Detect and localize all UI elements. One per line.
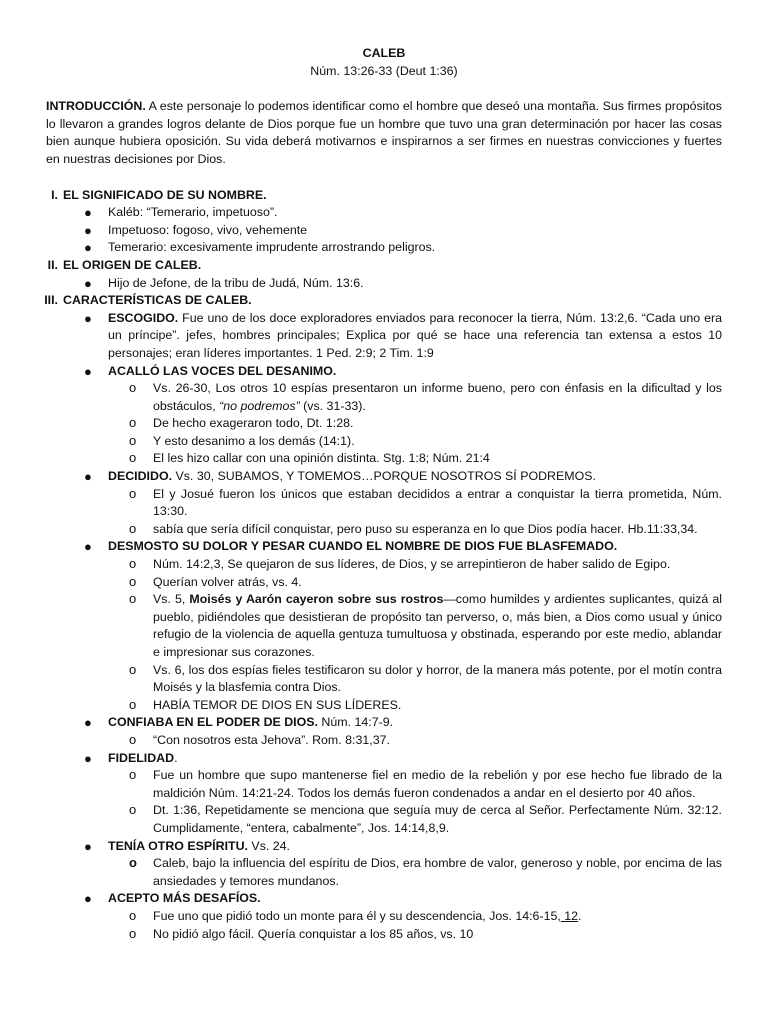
introduction-text: A este personaje lo podemos identificar como el hombre que deseó una montaña. Sus firmes propósitos lo llevaron a grandes logros delante de Dios porque fue un hombre que tuvo una gran determinación por hacer las cosas bien aunque hubiera oposición. Su vida deberá motivarnos e inspirarnos a ser firmes en nuestras convicciones y fuertes en nuestras decisiones por Dios. xyxy=(46,99,722,166)
sub-bullet-text: El y Josué fueron los únicos que estaban decididos a entrar a conquistar la tierra prometida, Núm. 13:30. xyxy=(153,486,722,519)
bullet-text: Vs. 24. xyxy=(247,838,290,853)
bullet-item xyxy=(46,750,722,768)
circle-bullet-icon: o xyxy=(129,925,137,941)
section-title: EL SIGNIFICADO DE SU NOMBRE. xyxy=(63,187,267,202)
section-title: CARACTERÍSTICAS DE CALEB. xyxy=(63,293,252,308)
sub-bullet-item xyxy=(46,908,722,926)
circle-bullet-icon: o xyxy=(129,520,137,536)
spacer xyxy=(46,169,722,187)
sub-bullet-text: Dt. 1:36, Repetidamente se menciona que seguía muy de cerca al Señor. Perfectamente Núm. 32:12. Cumplidamente, “entera, cabalmente”, Jos. 14:14,8,9. xyxy=(153,803,722,835)
bullet-label: TENÍA OTRO ESPÍRITU. xyxy=(108,838,248,853)
bullet-item xyxy=(46,363,722,381)
sub-bullet-text: Vs. 6, los dos espías fieles testificaron su dolor y horror, de la manera más potente, por el motín contra Moisés y la blasfemia contra Dios. xyxy=(153,662,722,695)
circle-bullet-icon: o xyxy=(129,591,137,607)
document-body xyxy=(46,45,722,943)
circle-bullet-icon: o xyxy=(129,767,137,783)
bullet-text: Fue uno de los doce exploradores enviados para reconocer la tierra, Núm. 13:2,6. “Cada uno era un príncipe”. jefes, hombres principales; Explica por qué se hace una referencia tan extensa a estos 10 personajes; eran líderes importantes. 1 Ped. 2:9; 2 Tim. 1:9 xyxy=(108,310,722,360)
sub-bullet-item xyxy=(46,415,722,433)
sub-bullet-text: No pidió algo fácil. Quería conquistar a los 85 años, vs. 10 xyxy=(153,926,474,941)
bold-text: Moisés y Aarón cayeron sobre sus rostros xyxy=(189,592,444,607)
bullet-icon: ● xyxy=(84,363,92,379)
trailing-text: . xyxy=(578,908,582,923)
bullet-item xyxy=(46,239,722,257)
sub-bullet-text: Vs. 26-30, Los otros 10 espías presentaron un informe bueno, pero con énfasis en la dificultad y los obstáculos, xyxy=(153,381,722,413)
bullet-label: ESCOGIDO. xyxy=(108,310,179,325)
circle-bullet-icon: o xyxy=(129,661,137,677)
bullet-item xyxy=(46,275,722,293)
sub-bullet-text: El les hizo callar con una opinión distinta. Stg. 1:8; Núm. 21:4 xyxy=(153,451,490,466)
sub-bullet-item xyxy=(46,767,722,802)
circle-bullet-icon: o xyxy=(129,450,137,466)
trailing-text: (vs. 31-33). xyxy=(299,398,366,413)
sub-bullet-item xyxy=(46,450,722,468)
bullet-icon: ● xyxy=(84,750,92,766)
sub-bullet-item xyxy=(46,591,722,661)
bullet-label: FIDELIDAD xyxy=(108,750,175,765)
bullet-item xyxy=(46,538,722,556)
bullet-item xyxy=(46,222,722,240)
bullet-item xyxy=(46,468,722,486)
bullet-text: Hijo de Jefone, de la tribu de Judá, Núm. 13:6. xyxy=(108,275,364,290)
sub-bullet-item xyxy=(46,521,722,539)
sub-bullet-item xyxy=(46,556,722,574)
bullet-icon: ● xyxy=(84,205,92,221)
bullet-text: Impetuoso: fogoso, vivo, vehemente xyxy=(108,222,308,237)
sub-bullet-text: “Con nosotros esta Jehova”. Rom. 8:31,37. xyxy=(153,732,390,747)
sub-bullet-item xyxy=(46,380,722,415)
bullet-icon: ● xyxy=(84,469,92,485)
bullet-text: Temerario: excesivamente imprudente arrostrando peligros. xyxy=(108,240,436,255)
bullet-label: ACEPTO MÁS DESAFÍOS. xyxy=(108,891,261,906)
bullet-icon: ● xyxy=(84,310,92,326)
bullet-icon: ● xyxy=(84,539,92,555)
sub-bullet-text: De hecho exageraron todo, Dt. 1:28. xyxy=(153,416,354,431)
introduction-paragraph xyxy=(46,98,722,168)
circle-bullet-icon: o xyxy=(129,573,137,589)
underlined-text: 12 xyxy=(560,908,579,923)
sub-bullet-text: Caleb, bajo la influencia del espíritu de Dios, era hombre de valor, generoso y noble, por encima de las ansiedades y temores mundanos. xyxy=(153,856,722,888)
sub-bullet-item xyxy=(46,732,722,750)
sub-bullet-text: Querían volver atrás, vs. 4. xyxy=(153,574,302,589)
circle-bullet-icon: o xyxy=(129,415,137,431)
bullet-icon: ● xyxy=(84,222,92,238)
section-heading xyxy=(46,292,722,310)
circle-bullet-icon: o xyxy=(129,432,137,448)
circle-bullet-icon: o xyxy=(129,802,137,818)
bullet-item xyxy=(46,204,722,222)
sub-bullet-text: Y esto desanimo a los demás (14:1). xyxy=(153,433,355,448)
sub-bullet-item xyxy=(46,486,722,521)
bullet-item xyxy=(46,310,722,363)
circle-bullet-icon: o xyxy=(129,696,137,712)
introduction-label: INTRODUCCIÓN. xyxy=(46,99,146,114)
bullet-icon: ● xyxy=(84,275,92,291)
section-title: EL ORIGEN DE CALEB. xyxy=(63,257,202,272)
sub-bullet-text: Fue un hombre que supo mantenerse fiel en medio de la rebelión y por ese hecho fue librado de la maldición Núm. 14:21-24. Todos los demás fueron condenados a andar en el desierto por 40 años. xyxy=(153,768,722,800)
circle-bullet-icon: o xyxy=(129,731,137,747)
sub-bullet-item xyxy=(46,802,722,837)
document-subtitle: Núm. 13:26-33 (Deut 1:36) xyxy=(310,63,458,78)
bullet-icon: ● xyxy=(84,891,92,907)
sub-bullet-item xyxy=(46,697,722,715)
outline xyxy=(46,187,722,944)
bullet-text: Kaléb: “Temerario, impetuoso”. xyxy=(108,205,278,220)
trailing-text: —como humildes y ardientes suplicantes, quizá al pueblo, pidiéndoles que desistieran de propósito tan perverso, o, más bien, a Dios como usual y único refugio de la violencia de aquella gentuza tumultuosa y obstinada, esperando por este medio, ablandar e impresionar sus corazones. xyxy=(153,592,722,659)
sub-bullet-item xyxy=(46,926,722,944)
bullet-item xyxy=(46,838,722,856)
bullet-label: DECIDIDO. xyxy=(108,469,173,484)
circle-bullet-icon: o xyxy=(129,485,137,501)
bullet-item xyxy=(46,714,722,732)
sub-bullet-item xyxy=(46,574,722,592)
section-heading xyxy=(46,187,722,205)
circle-bullet-icon: o xyxy=(129,907,137,923)
circle-bullet-icon: o xyxy=(129,855,137,871)
sub-bullet-item xyxy=(46,662,722,697)
sub-bullet-text: Vs. 5, xyxy=(153,592,190,607)
document-title: CALEB xyxy=(362,46,406,60)
sub-bullet-text: Núm. 14:2,3, Se quejaron de sus líderes, de Dios, y se arrepintieron de haber salido de Egipo. xyxy=(153,557,671,572)
bullet-item xyxy=(46,890,722,908)
emphasis-text: “no podremos” xyxy=(219,398,300,413)
bullet-label: CONFIABA EN EL PODER DE DIOS. xyxy=(108,715,318,730)
sub-bullet-text: HABÍA TEMOR DE DIOS EN SUS LÍDERES. xyxy=(153,697,402,712)
bullet-text: Núm. 14:7-9. xyxy=(317,715,394,730)
bullet-icon: ● xyxy=(84,715,92,731)
sub-bullet-text: Fue uno que pidió todo un monte para él y su descendencia, Jos. 14:6-15, xyxy=(153,908,561,923)
section-heading xyxy=(46,257,722,275)
sub-bullet-item xyxy=(46,433,722,451)
bullet-label: ACALLÓ LAS VOCES DEL DESANIMO. xyxy=(108,363,337,378)
section-number: III. xyxy=(44,293,58,308)
sub-bullet-item xyxy=(46,855,722,890)
bullet-icon: ● xyxy=(84,838,92,854)
section-number: II. xyxy=(47,257,58,272)
circle-bullet-icon: o xyxy=(129,380,137,396)
circle-bullet-icon: o xyxy=(129,556,137,572)
section-number: I. xyxy=(51,187,58,202)
bullet-text: . xyxy=(174,750,178,765)
bullet-text: Vs. 30, SUBAMOS, Y TOMEMOS…PORQUE NOSOTROS SÍ PODREMOS. xyxy=(172,469,596,484)
bullet-icon: ● xyxy=(84,240,92,256)
bullet-label: DESMOSTO SU DOLOR Y PESAR CUANDO EL NOMBRE DE DIOS FUE BLASFEMADO. xyxy=(108,539,618,554)
sub-bullet-text: sabía que sería difícil conquistar, pero puso su esperanza en lo que Dios podía hacer. Hb.11:33,34. xyxy=(153,521,698,536)
